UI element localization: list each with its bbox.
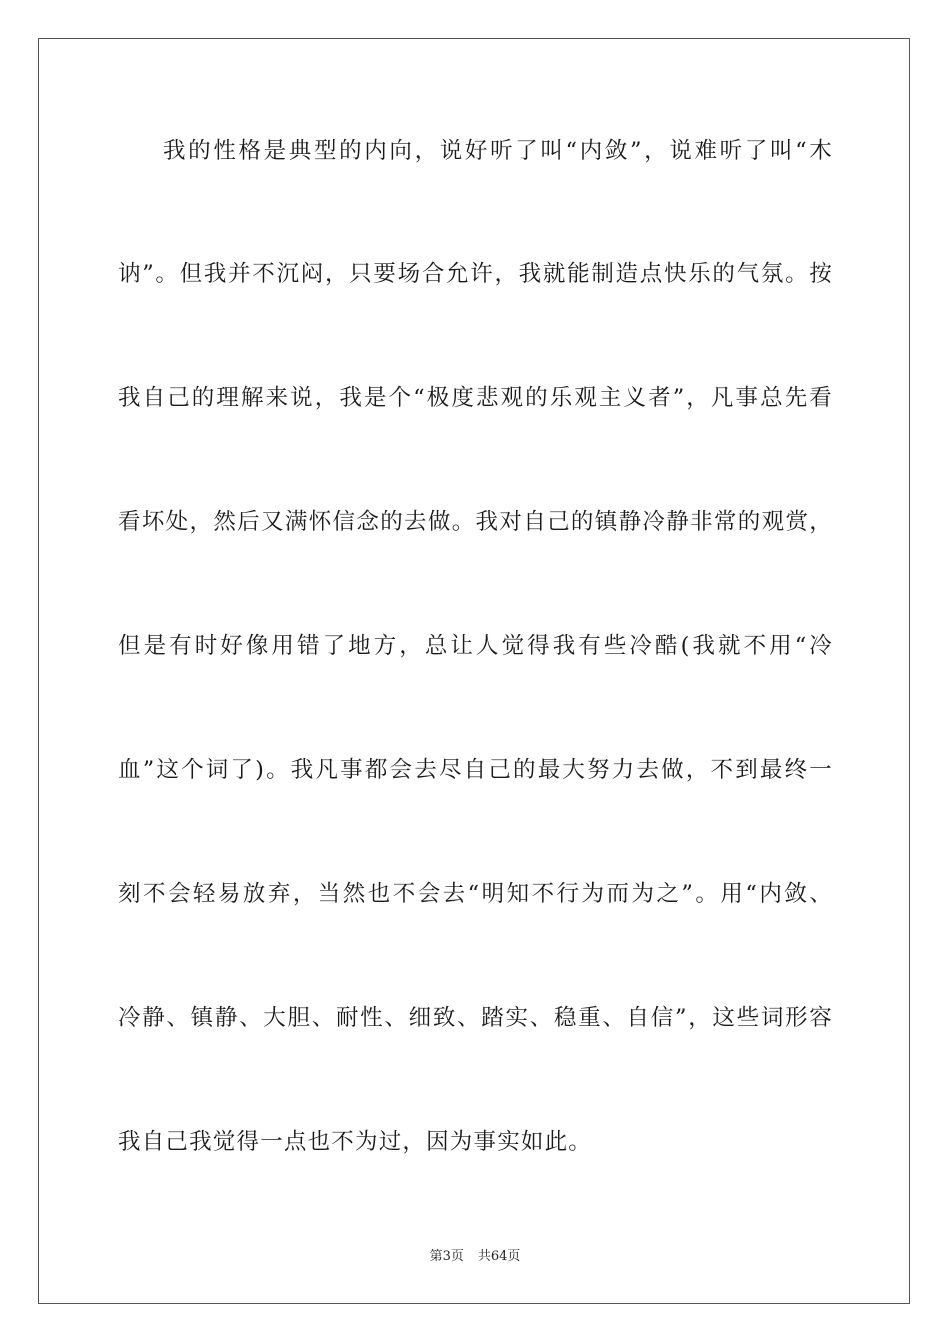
page-footer: [0, 1248, 950, 1266]
paragraph-line: 我自己我觉得一点也不为过，因为事实如此。: [118, 1129, 593, 1155]
paragraph-line: 看坏处，然后又满怀信念的去做。我对自己的镇静冷静非常的观赏，: [118, 509, 833, 535]
paragraph-line: 我的性格是典型的内向，说好听了叫“内敛”，说难听了叫“木: [163, 138, 833, 164]
paragraph-line: 血”这个词了)。我凡事都会去尽自己的最大努力去做，不到最终一: [118, 757, 833, 783]
page-number: 第3页: [429, 1249, 464, 1264]
paragraph-line: 但是有时好像用错了地方，总让人觉得我有些冷酷(我就不用“冷: [118, 633, 833, 659]
page-total: 共64页: [477, 1249, 521, 1264]
paragraph-line: 我自己的理解来说，我是个“极度悲观的乐观主义者”，凡事总先看: [118, 385, 833, 411]
paragraph-line: 讷”。但我并不沉闷，只要场合允许，我就能制造点快乐的气氛。按: [118, 261, 833, 287]
page-border: [38, 38, 910, 1304]
paragraph-line: 刻不会轻易放弃，当然也不会去“明知不行为而为之”。用“内敛、: [118, 881, 833, 907]
paragraph-line: 冷静、镇静、大胆、耐性、细致、踏实、稳重、自信”，这些词形容: [118, 1005, 833, 1031]
